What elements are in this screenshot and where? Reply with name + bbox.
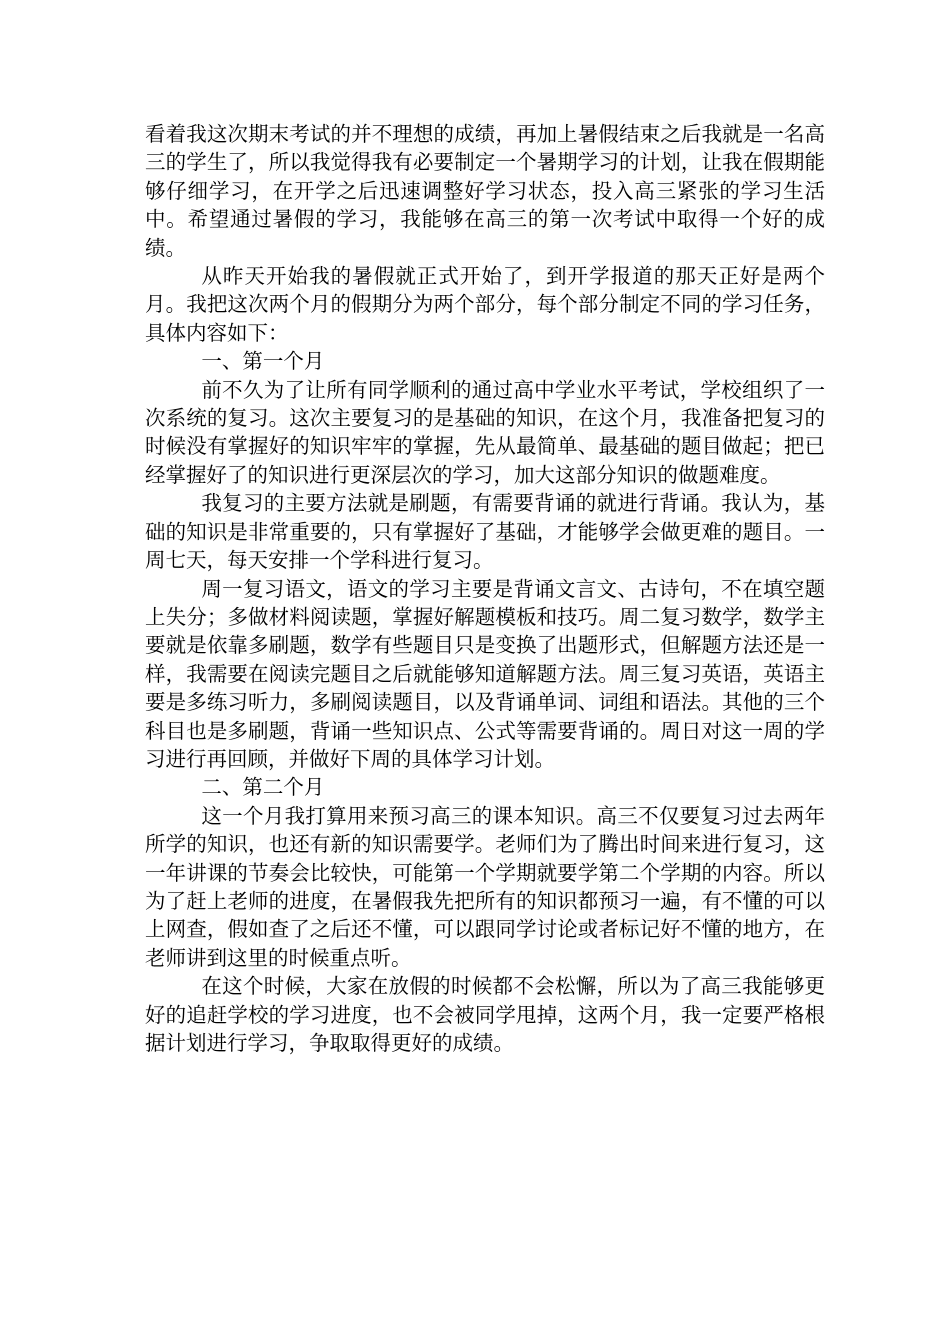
paragraph-conclusion: 在这个时候，大家在放假的时候都不会松懈，所以为了高三我能够更好的追赶学校的学习进度，也不会被同学甩掉，这两个月，我一定要严格根据计划进行学习，争取取得更好的成绩。: [145, 974, 825, 1055]
section-heading-second-month: 二、第二个月: [201, 775, 325, 800]
paragraph-second-month-preview: 这一个月我打算用来预习高三的课本知识。高三不仅要复习过去两年所学的知识，也还有新的知识需要学。老师们为了腾出时间来进行复习，这一年讲课的节奏会比较快，可能第一个学期就要学第二个学期的内容。所以为了赶上老师的进度，在暑假我先把所有的知识都预习一遍，有不懂的可以上网查，假如查了之后还不懂，可以跟同学讨论或者标记好不懂的地方，在老师讲到这里的时候重点听。: [145, 803, 825, 970]
paragraph-first-month-review: 前不久为了让所有同学顺利的通过高中学业水平考试，学校组织了一次系统的复习。这次主要复习的是基础的知识，在这个月，我准备把复习的时候没有掌握好的知识牢牢的掌握，先从最简单、最基础的题目做起；把已经掌握好了的知识进行更深层次的学习，加大这部分知识的做题难度。: [145, 377, 825, 487]
paragraph-intro: 看着我这次期末考试的并不理想的成绩，再加上暑假结束之后我就是一名高三的学生了，所以我觉得我有必要制定一个暑期学习的计划，让我在假期能够仔细学习，在开学之后迅速调整好学习状态，投入高三紧张的学习生活中。希望通过暑假的学习，我能够在高三的第一次考试中取得一个好的成绩。: [145, 122, 825, 260]
paragraph-study-method: 我复习的主要方法就是刷题，有需要背诵的就进行背诵。我认为，基础的知识是非常重要的，只有掌握好了基础，才能够学会做更难的题目。一周七天，每天安排一个学科进行复习。: [145, 491, 825, 573]
paragraph-vacation-start: 从昨天开始我的暑假就正式开始了，到开学报道的那天正好是两个月。我把这次两个月的假期分为两个部分，每个部分制定不同的学习任务，具体内容如下：: [145, 264, 825, 345]
document-body: [145, 120, 825, 1057]
paragraph-weekly-schedule: 周一复习语文，语文的学习主要是背诵文言文、古诗句，不在填空题上失分；多做材料阅读题，掌握好解题模板和技巧。周二复习数学，数学主要就是依靠多刷题，数学有些题目只是变换了出题形式，但解题方法还是一样，我需要在阅读完题目之后就能够知道解题方法。周三复习英语，英语主要是多练习听力，多刷阅读题目，以及背诵单词、词组和语法。其他的三个科目也是多刷题，背诵一些知识点、公式等需要背诵的。周日对这一周的学习进行再回顾，并做好下周的具体学习计划。: [145, 576, 825, 771]
section-heading-first-month: 一、第一个月: [201, 349, 325, 374]
